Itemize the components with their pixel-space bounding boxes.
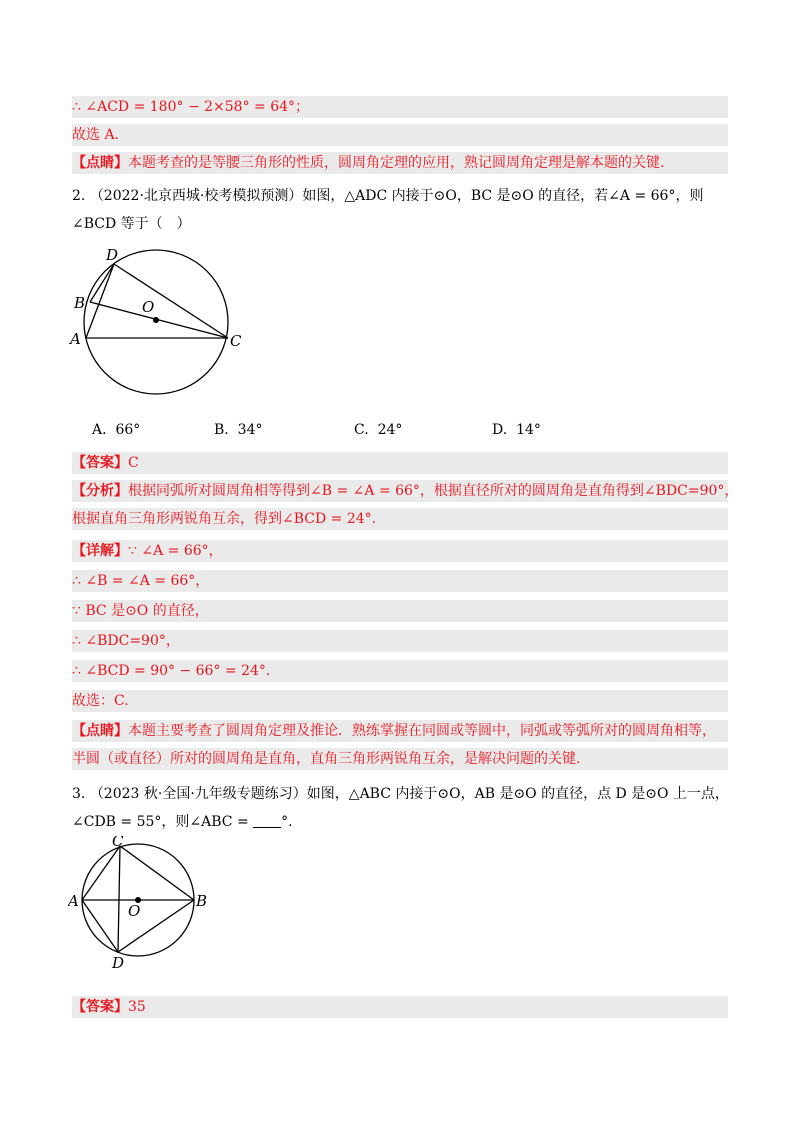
option-d[interactable]: D. 14° xyxy=(492,422,541,438)
tip-line xyxy=(72,152,728,174)
note-tag: 【点睛】 xyxy=(72,723,128,739)
question-3-figure xyxy=(68,836,218,970)
question-2-stem-line1 xyxy=(72,184,728,208)
question-stem: 如图，△ADC 内接于⊙O，BC 是⊙O 的直径，若∠A = 66°，则 xyxy=(302,188,704,204)
segment-cb xyxy=(120,846,194,900)
solution-choice: 故选 A. xyxy=(72,124,728,146)
answer-tag: 【答案】 xyxy=(72,999,128,1015)
label-d: D xyxy=(106,246,119,264)
label-d: D xyxy=(112,954,125,970)
detail-tag: 【详解】 xyxy=(72,543,128,559)
detail-line-5: ∴ ∠BCD = 90° − 66° = 24°. xyxy=(72,660,728,682)
option-b[interactable]: B. 34° xyxy=(214,422,263,438)
answer-line xyxy=(72,452,728,474)
question-source: （2022·北京西城·校考模拟预测） xyxy=(89,188,303,204)
label-c: C xyxy=(112,836,124,850)
label-b: B xyxy=(74,294,86,312)
segment-da xyxy=(82,900,118,952)
analysis-line-2: 根据直角三角形两锐角互余，得到∠BCD = 24°. xyxy=(72,508,728,530)
detail-line-4: ∴ ∠BDC=90°， xyxy=(72,630,728,652)
detail-line-1: 【详解】∵ ∠A = 66°， xyxy=(72,540,728,562)
label-a: A xyxy=(68,892,79,910)
segment-cd xyxy=(118,846,120,952)
solution-line xyxy=(72,96,728,118)
answer-value: 35 xyxy=(128,999,146,1015)
math-expression: ∴ ∠ACD = 180° − 2×58° = 64°； xyxy=(72,99,310,115)
answer-value: C xyxy=(128,455,139,471)
label-o: O xyxy=(142,298,155,316)
detail-line-3: ∵ BC 是⊙O 的直径， xyxy=(72,600,728,622)
question-2-options xyxy=(92,422,692,444)
question-stem: 如图，△ABC 内接于⊙O，AB 是⊙O 的直径，点 D 是⊙O 上一点， xyxy=(306,786,729,802)
note-line-1: 【点睛】本题主要考查了圆周角定理及推论．熟练掌握在同圆或等圆中，同弧或等弧所对的圆周角相等， xyxy=(72,720,728,742)
note-line-2: 半圆（或直径）所对的圆周角是直角，直角三角形两锐角互余，是解决问题的关键. xyxy=(72,748,728,770)
label-b: B xyxy=(196,892,208,910)
answer-line xyxy=(72,996,728,1018)
option-c[interactable]: C. 24° xyxy=(354,422,403,438)
option-a[interactable]: A. 66° xyxy=(92,422,141,438)
question-3-stem-line2: ∠CDB = 55°，则∠ABC = °. xyxy=(72,814,293,830)
question-2-figure xyxy=(68,244,248,406)
label-o: O xyxy=(128,902,141,920)
question-number: 3. xyxy=(72,786,86,802)
question-2-stem-line2 xyxy=(72,212,728,236)
answer-blank[interactable] xyxy=(253,813,281,828)
center-point xyxy=(153,317,159,323)
segment-ca xyxy=(82,846,120,900)
tip-text: 本题考查的是等腰三角形的性质，圆周角定理的应用，熟记圆周角定理是解本题的关键. xyxy=(128,155,665,171)
analysis-tag: 【分析】 xyxy=(72,483,128,499)
choose-line: 故选：C. xyxy=(72,690,728,712)
analysis-line-1: 【分析】根据同弧所对圆周角相等得到∠B = ∠A = 66°，根据直径所对的圆周角是直角得到∠BDC=90°， xyxy=(72,480,728,502)
detail-line-2: ∴ ∠B = ∠A = 66°， xyxy=(72,570,728,592)
answer-tag: 【答案】 xyxy=(72,455,128,471)
question-stem: ∠BCD 等于（ ） xyxy=(72,216,191,232)
question-3-stem-line1 xyxy=(72,782,728,806)
question-number: 2. xyxy=(72,188,86,204)
question-source: （2023 秋·全国·九年级专题练习） xyxy=(89,786,307,802)
tip-tag: 【点睛】 xyxy=(72,155,128,171)
label-c: C xyxy=(230,332,242,350)
label-a: A xyxy=(70,330,81,348)
